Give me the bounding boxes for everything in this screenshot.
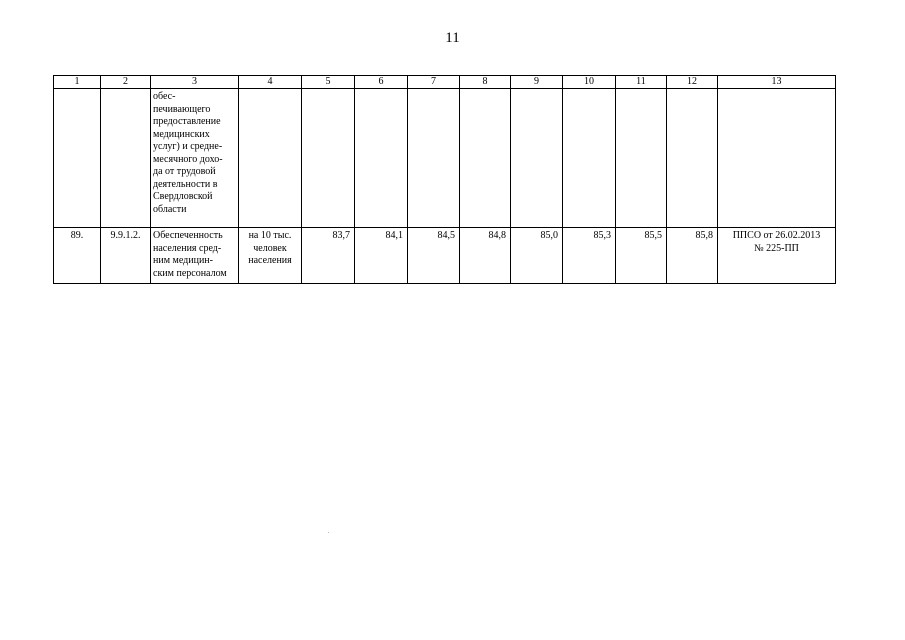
indicator-value: 84,5 — [408, 228, 460, 284]
empty-cell — [408, 89, 460, 228]
empty-cell — [101, 89, 151, 228]
page-number: 11 — [445, 30, 460, 46]
column-number: 12 — [667, 76, 718, 89]
column-number: 10 — [563, 76, 616, 89]
empty-cell — [302, 89, 355, 228]
column-number: 1 — [54, 76, 101, 89]
table-row — [54, 228, 836, 284]
empty-cell — [718, 89, 836, 228]
column-number: 6 — [355, 76, 408, 89]
empty-cell — [667, 89, 718, 228]
empty-cell — [511, 89, 563, 228]
indicator-value: 85,8 — [667, 228, 718, 284]
continuation-row — [54, 89, 836, 228]
empty-cell — [355, 89, 408, 228]
row-number: 89. — [54, 228, 101, 284]
legal-document-reference: ППСО от 26.02.2013 № 225-ПП — [718, 228, 836, 284]
column-number: 3 — [151, 76, 239, 89]
column-number: 11 — [616, 76, 667, 89]
indicator-description: Обеспеченность населения сред- ним медицин- ским персоналом — [151, 228, 239, 284]
empty-cell — [54, 89, 101, 228]
scan-artifact — [328, 532, 329, 533]
empty-cell — [460, 89, 511, 228]
column-number: 5 — [302, 76, 355, 89]
indicator-value: 83,7 — [302, 228, 355, 284]
indicator-value: 84,1 — [355, 228, 408, 284]
indicator-value: 84,8 — [460, 228, 511, 284]
column-number: 9 — [511, 76, 563, 89]
indicators-table — [53, 75, 836, 284]
empty-cell — [616, 89, 667, 228]
indicator-value: 85,0 — [511, 228, 563, 284]
column-number: 7 — [408, 76, 460, 89]
indicator-value: 85,3 — [563, 228, 616, 284]
empty-cell — [239, 89, 302, 228]
column-number: 13 — [718, 76, 836, 89]
column-number: 8 — [460, 76, 511, 89]
indicator-code: 9.9.1.2. — [101, 228, 151, 284]
indicator-description-continued: обес- печивающего предоставление медицинских услуг) и средне- месячного дохо- да от трудовой деятельности в Свердловской области — [151, 89, 239, 228]
column-number: 2 — [101, 76, 151, 89]
column-number-row — [54, 76, 836, 89]
indicator-value: 85,5 — [616, 228, 667, 284]
column-number: 4 — [239, 76, 302, 89]
unit-of-measure: на 10 тыс. человек населения — [239, 228, 302, 284]
empty-cell — [563, 89, 616, 228]
